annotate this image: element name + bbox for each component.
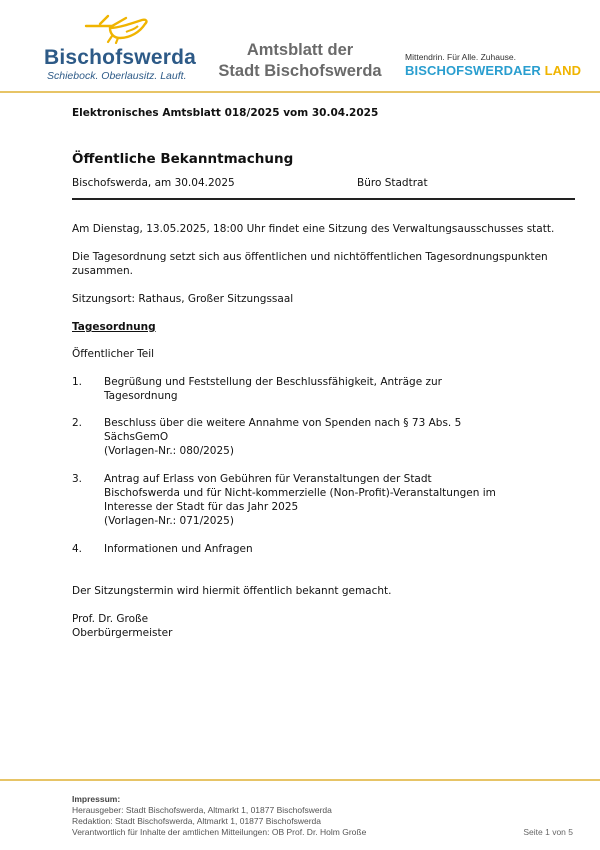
public-part-label: Öffentlicher Teil [72, 348, 155, 360]
page-header [0, 0, 600, 92]
agenda-item-text: Antrag auf Erlass von Gebühren für Veranstaltungen der Stadt [104, 473, 432, 485]
place-date: Bischofswerda, am 30.04.2025 [72, 177, 235, 189]
agenda-item-text: Begrüßung und Feststellung der Beschlussfähigkeit, Anträge zur [104, 376, 442, 388]
impressum-editor: Redaktion: Stadt Bischofswerda, Altmarkt 1, 01877 Bischofswerda [72, 816, 321, 826]
footer-divider [0, 779, 600, 781]
agenda-composition-line2: zusammen. [72, 265, 133, 277]
impressum-responsible: Verantwortlich für Inhalte der amtlichen Mitteilungen: OB Prof. Dr. Holm Große [72, 827, 367, 837]
page-number: Seite 1 von 5 [523, 827, 573, 837]
gazette-title-line1: Amtsblatt der [246, 41, 354, 59]
issuing-office: Büro Stadtrat [357, 177, 428, 189]
signer-name: Prof. Dr. Große [72, 613, 149, 625]
meeting-announcement: Am Dienstag, 13.05.2025, 18:00 Uhr findet eine Sitzung des Verwaltungsausschusses statt. [72, 223, 555, 235]
signer-title: Oberbürgermeister [72, 627, 173, 639]
agenda-item-text: (Vorlagen-Nr.: 071/2025) [104, 515, 234, 527]
agenda-item-text: Interesse der Stadt für das Jahr 2025 [104, 501, 299, 513]
agenda-item-number: 2. [72, 417, 83, 429]
region-logo-brand-main: BISCHOFSWERDAER [405, 63, 541, 78]
region-logo-brand-land: LAND [544, 63, 582, 78]
agenda-composition-line1: Die Tagesordnung setzt sich aus öffentlichen und nichtöffentlichen Tagesordnungspunkten [72, 251, 548, 263]
gazette-title-line2: Stadt Bischofswerda [218, 62, 382, 80]
impressum-publisher: Herausgeber: Stadt Bischofswerda, Altmarkt 1, 01877 Bischofswerda [72, 805, 332, 815]
page-title: Öffentliche Bekanntmachung [72, 151, 294, 167]
region-logo-slogan: Mittendrin. Für Alle. Zuhause. [405, 52, 517, 62]
agenda-item-number: 4. [72, 543, 83, 555]
city-logo-slogan: Schiebock. Oberlausitz. Lauft. [47, 70, 187, 82]
closing-statement: Der Sitzungstermin wird hiermit öffentlich bekannt gemacht. [72, 585, 392, 597]
impressum-label: Impressum: [72, 794, 121, 804]
agenda-item-text: Bischofswerda und für Nicht-kommerzielle (Non-Profit)-Veranstaltungen im [104, 487, 496, 499]
region-logo-brand [405, 63, 585, 78]
agenda-item-number: 3. [72, 473, 83, 485]
agenda-item-text: SächsGemO [104, 431, 169, 443]
region-logo [405, 52, 585, 78]
city-logo-name: Bischofswerda [44, 46, 196, 69]
agenda-item-number: 1. [72, 376, 83, 388]
agenda-heading: Tagesordnung [72, 321, 156, 333]
header-divider [0, 91, 600, 93]
agenda-item-text: (Vorlagen-Nr.: 080/2025) [104, 445, 234, 457]
agenda-item-text: Beschluss über die weitere Annahme von Spenden nach § 73 Abs. 5 [104, 417, 462, 429]
agenda-item-text: Informationen und Anfragen [104, 543, 253, 555]
agenda-item-text: Tagesordnung [104, 390, 178, 402]
city-logo [42, 14, 196, 82]
meeting-location: Sitzungsort: Rathaus, Großer Sitzungssaal [72, 293, 294, 305]
gazette-title [200, 40, 400, 82]
issue-line: Elektronisches Amtsblatt 018/2025 vom 30.04.2025 [72, 107, 379, 119]
bird-logo-icon [82, 14, 152, 44]
title-divider [72, 198, 575, 200]
